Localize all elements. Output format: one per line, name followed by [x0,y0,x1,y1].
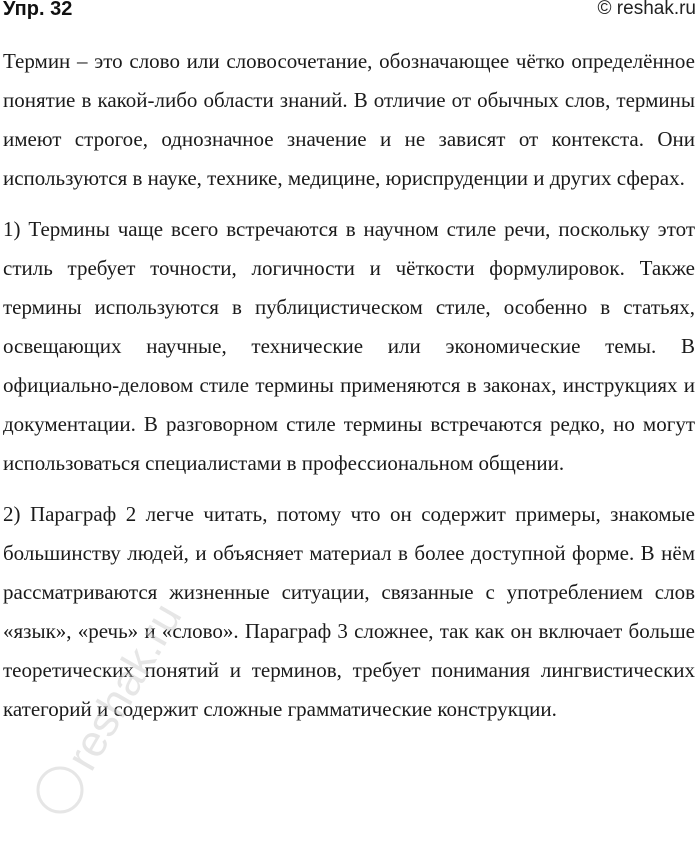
copyright-notice: © reshak.ru [597,0,696,19]
exercise-title: Упр. 32 [3,0,73,20]
answer-body [3,42,695,741]
paragraph-definition: Термин – это слово или словосочетание, обозначающее чётко определённое понятие в какой-либо области знаний. В отличие от обычных слов, термины имеют строгое, однозначное значение и не зависят от контекста. Они используются в науке, технике, медицине, юриспруденции и других сферах. [3,49,695,190]
paragraph-answer-2: 2) Параграф 2 легче читать, потому что он содержит примеры, знакомые большинству людей, и объясняет материал в более доступной форме. В нём рассматриваются жизненные ситуации, связанные с употреблением слов «язык», «речь» и «слово». Параграф 3 сложнее, так как он включает больше теоретических понятий и терминов, требует понимания лингвистических категорий и содержит сложные грамматические конструкции. [3,502,695,721]
watermark-copyright-icon [38,768,82,812]
paragraph-answer-1: 1) Термины чаще всего встречаются в научном стиле речи, поскольку этот стиль требует точности, логичности и чёткости формулировок. Также термины используются в публицистическом стиле, особенно в статьях, освещающих научные, технические или экономические темы. В официально-деловом стиле термины применяются в законах, инструкциях и документации. В разговорном стиле термины встречаются редко, но могут использоваться специалистами в профессиональном общении. [3,217,695,475]
watermark-text: reshak.ru [57,595,192,779]
page-header [0,0,700,26]
